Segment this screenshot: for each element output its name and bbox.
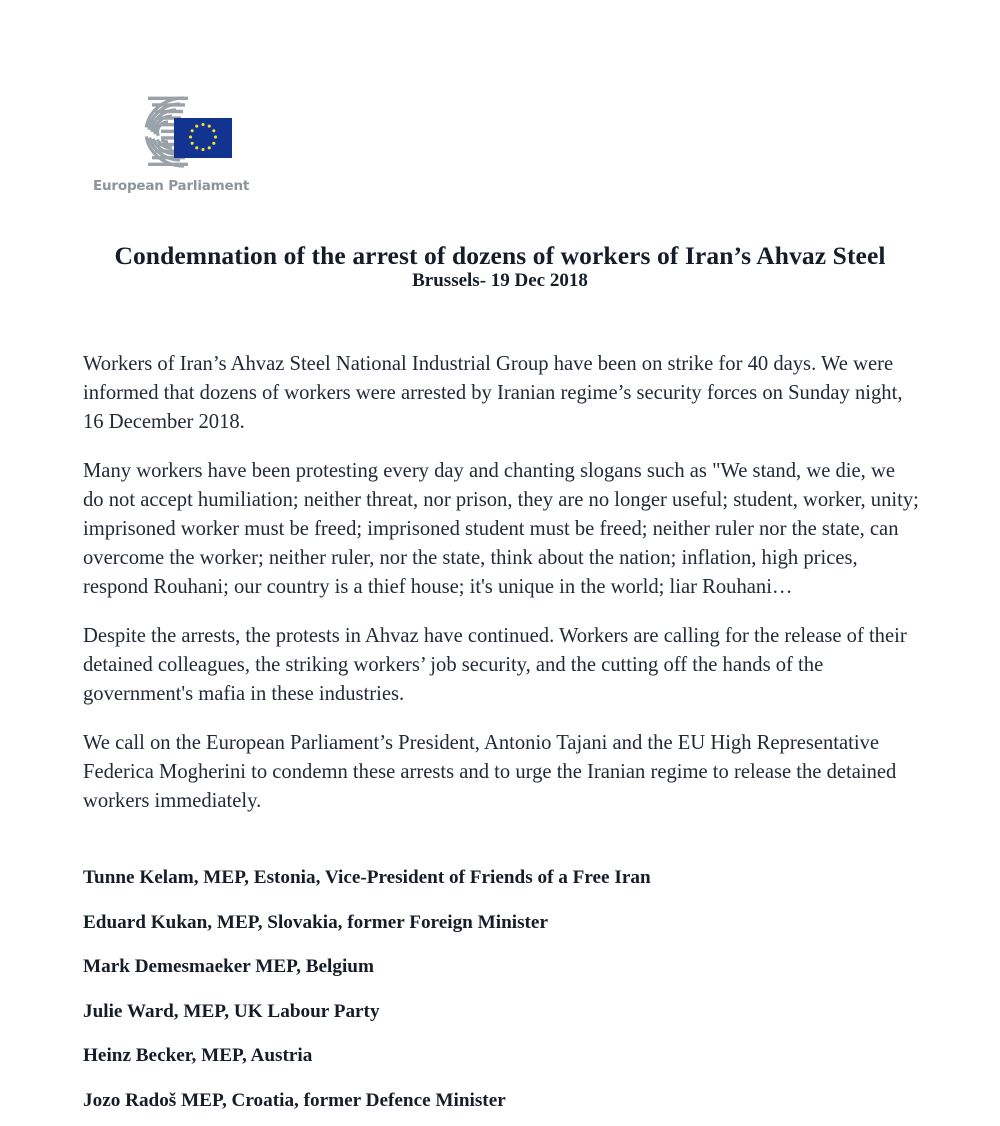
list-item: Tunne Kelam, MEP, Estonia, Vice-President of Friends of a Free Iran [83,867,651,888]
page-title: Condemnation of the arrest of dozens of workers of Iran’s Ahvaz Steel [114,241,886,271]
body-paragraph: Many workers have been protesting every day and chanting slogans such as "We stand, we die, we do not accept humiliation; neither threat, nor prison, they are no longer useful; student, worker, unity; imprisoned worker must be freed; imprisoned student must be freed; neither ruler nor the state, can overcome the worker; neither ruler, nor the state, think about the nation; inflation, high prices, respond Rouhani; our country is a thief house; it's unique in the world; liar Rouhani… [83,460,919,598]
list-item: Mark Demesmaeker MEP, Belgium [83,956,374,977]
eu-flag-icon [174,118,232,158]
logo-mark [88,92,240,172]
list-item: Heinz Becker, MEP, Austria [83,1045,313,1066]
body-paragraph: We call on the European Parliament’s President, Antonio Tajani and the EU High Representative Federica Mogherini to condemn these arrests and to urge the Iranian regime to release the detained workers immediately. [83,732,897,812]
list-item: Julie Ward, MEP, UK Labour Party [83,1000,380,1022]
hemicycle-and-flag-icon [88,92,240,172]
list-item: Eduard Kukan, MEP, Slovakia, former Foreign Minister [83,911,548,933]
body-paragraph: Despite the arrests, the protests in Ahvaz have continued. Workers are calling for the release of their detained colleagues, the striking workers’ job security, and the cutting off the hands of the government's mafia in these industries. [83,625,907,705]
document-body [83,350,919,816]
page-subtitle: Brussels- 19 Dec 2018 [412,270,588,291]
list-item: Jozo Radoš MEP, Croatia, former Defence Minister [83,1089,506,1111]
european-parliament-logo [88,92,288,194]
logo-wordmark: European Parliament [93,178,250,194]
body-paragraph: Workers of Iran’s Ahvaz Steel National Industrial Group have been on strike for 40 days. We were informed that dozens of workers were arrested by Iranian regime’s security forces on Sunday night, 16 December 2018. [83,353,903,433]
signatory-list [83,866,919,1113]
